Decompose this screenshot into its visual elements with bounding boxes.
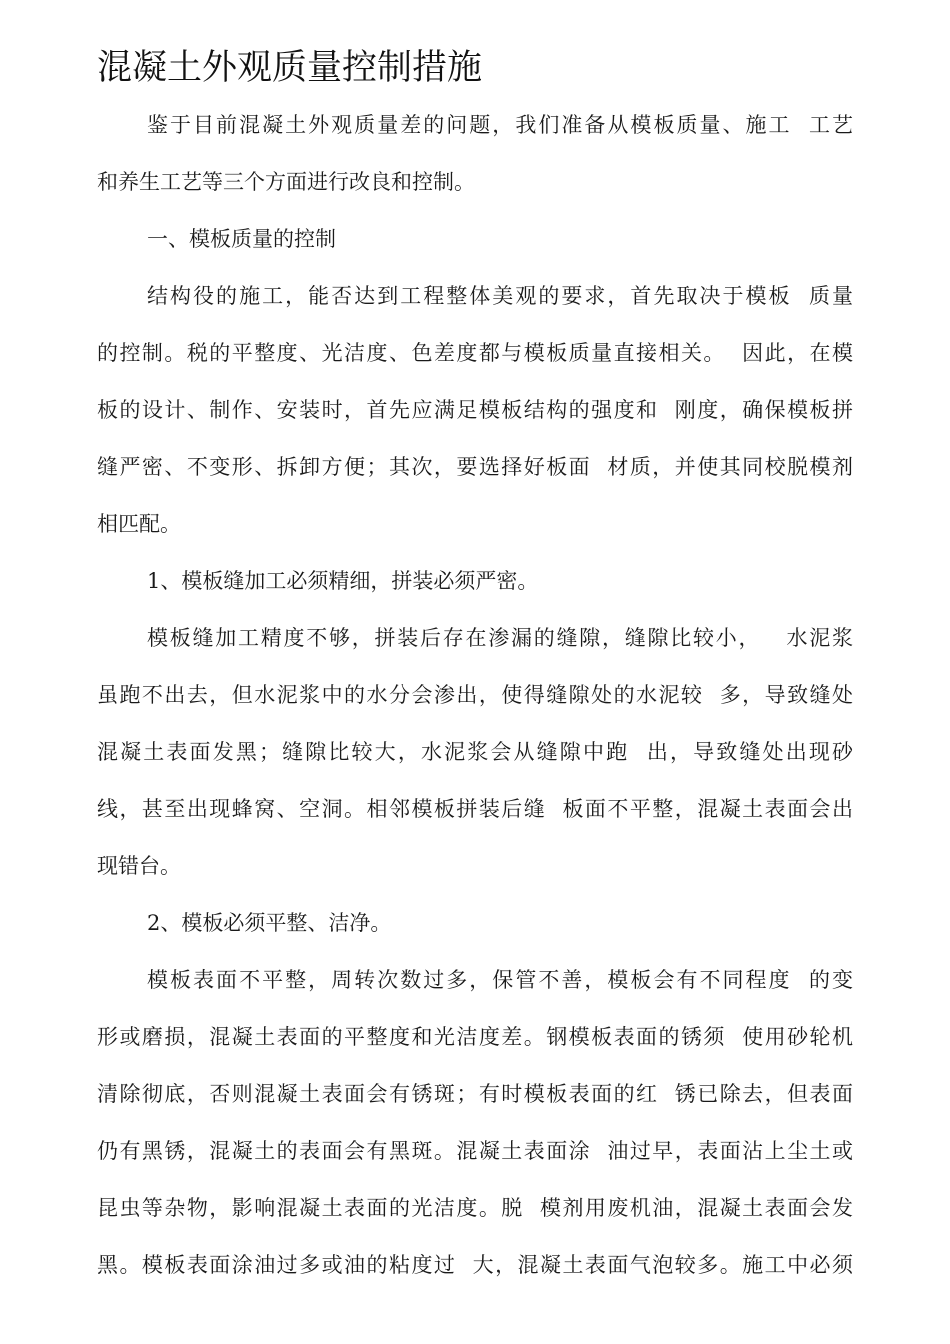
paragraph-line: 昆虫等杂物，影响混凝土表面的光洁度。脱 模剂用废机油，混凝土表面会发	[97, 1196, 853, 1220]
subsection-heading: 1、模板缝加工必须精细，拼装必须严密。	[147, 569, 539, 593]
paragraph-line: 相匹配。	[97, 512, 181, 536]
document-body	[97, 97, 853, 1294]
paragraph-line: 黑。模板表面涂油过多或油的粘度过 大，混凝土表面气泡较多。施工中必须	[97, 1253, 853, 1277]
paragraph-line: 仍有黑锈，混凝土的表面会有黑斑。混凝土表面涂 油过早，表面沾上尘土或	[97, 1139, 853, 1163]
section-heading: 一、模板质量的控制	[147, 227, 336, 251]
paragraph-line: 鉴于目前混凝土外观质量差的问题，我们准备从模板质量、施工 工艺	[147, 113, 853, 137]
paragraph-line: 模板表面不平整，周转次数过多，保管不善，模板会有不同程度 的变	[147, 968, 853, 992]
paragraph-line: 结构役的施工，能否达到工程整体美观的要求，首先取决于模板 质量	[147, 284, 853, 308]
paragraph-line: 板的设计、制作、安装时，首先应满足模板结构的强度和 刚度，确保模板拼	[97, 398, 853, 422]
paragraph-line: 线，甚至出现蜂窝、空洞。相邻模板拼装后缝 板面不平整，混凝土表面会出	[97, 797, 853, 821]
paragraph-line: 混凝土表面发黑；缝隙比较大，水泥浆会从缝隙中跑 出，导致缝处出现砂	[97, 740, 853, 764]
subsection-heading: 2、模板必须平整、洁净。	[147, 911, 392, 935]
paragraph-line: 缝严密、不变形、拆卸方便；其次，要选择好板面 材质，并使其同校脱模剂	[97, 455, 853, 479]
document-title: 混凝土外观质量控制措施	[97, 48, 483, 88]
paragraph-line: 模板缝加工精度不够，拼装后存在渗漏的缝隙，缝隙比较小， 水泥浆	[147, 626, 853, 650]
paragraph-line: 清除彻底，否则混凝土表面会有锈斑；有时模板表面的红 锈已除去，但表面	[97, 1082, 853, 1106]
paragraph-line: 现错台。	[97, 854, 181, 878]
paragraph-line: 形或磨损，混凝土表面的平整度和光洁度差。钢模板表面的锈须 使用砂轮机	[97, 1025, 853, 1049]
paragraph-line: 虽跑不出去，但水泥浆中的水分会渗出，使得缝隙处的水泥较 多，导致缝处	[97, 683, 853, 707]
paragraph-line: 和养生工艺等三个方面进行改良和控制。	[97, 170, 475, 194]
paragraph-line: 的控制。税的平整度、光洁度、色差度都与模板质量直接相关。 因此，在模	[97, 341, 853, 365]
